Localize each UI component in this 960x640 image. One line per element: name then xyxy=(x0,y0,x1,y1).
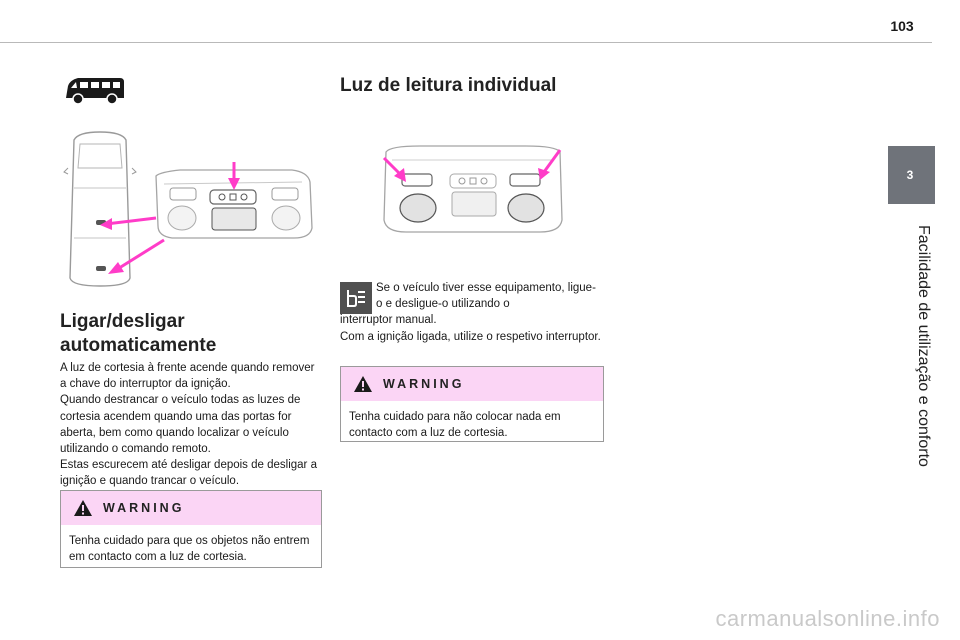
page-number: 103 xyxy=(890,18,914,34)
chapter-title: Facilidade de utilização e conforto xyxy=(915,225,932,467)
warning-label: WARNING xyxy=(383,377,465,391)
individual-light-body xyxy=(340,280,602,345)
paragraph: Quando destrancar o veículo todas as luzes de cortesia acendem quando uma das portas for aberta, bem como quando localizar o veículo utilizando o comando remoto. xyxy=(60,394,301,456)
equipment-line: Se o veículo tiver esse equipamento, ligue-o e desligue-o utilizando o xyxy=(376,282,596,311)
warning-text: Tenha cuidado para que os objetos não entrem em contacto com a luz de cortesia. xyxy=(69,535,310,563)
warning-header xyxy=(61,491,321,525)
top-rule xyxy=(0,42,932,43)
van-top-view-illustration xyxy=(60,128,320,290)
section-heading-auto-on-off: Ligar/desligar automaticamente xyxy=(60,311,217,356)
van-icon xyxy=(62,72,128,108)
paragraph: Estas escurecem até desligar depois de desligar a ignição e quando trancar o veículo. xyxy=(60,459,317,488)
warning-box-right xyxy=(340,366,604,442)
warning-text: Tenha cuidado para não colocar nada em contacto com a luz de cortesia. xyxy=(349,411,561,439)
warning-box-left xyxy=(60,490,322,568)
auto-on-off-body xyxy=(60,360,322,490)
chapter-tab[interactable]: 3 xyxy=(888,146,932,204)
section-heading-individual-light: Luz de leitura individual xyxy=(340,75,557,96)
warning-icon xyxy=(353,375,373,393)
warning-header xyxy=(341,367,603,401)
ignition-line: Com a ignição ligada, utilize o respetivo interruptor. xyxy=(340,330,601,343)
paragraph: A luz de cortesia à frente acende quando remover a chave do interruptor da ignição. xyxy=(60,362,315,391)
equipment-line: interruptor manual. xyxy=(340,314,437,327)
watermark: carmanualsonline.info xyxy=(715,606,940,631)
warning-label: WARNING xyxy=(103,501,185,515)
reading-light-console-illustration xyxy=(380,140,566,240)
chapter-tab-edge xyxy=(932,146,935,204)
warning-icon xyxy=(73,499,93,517)
